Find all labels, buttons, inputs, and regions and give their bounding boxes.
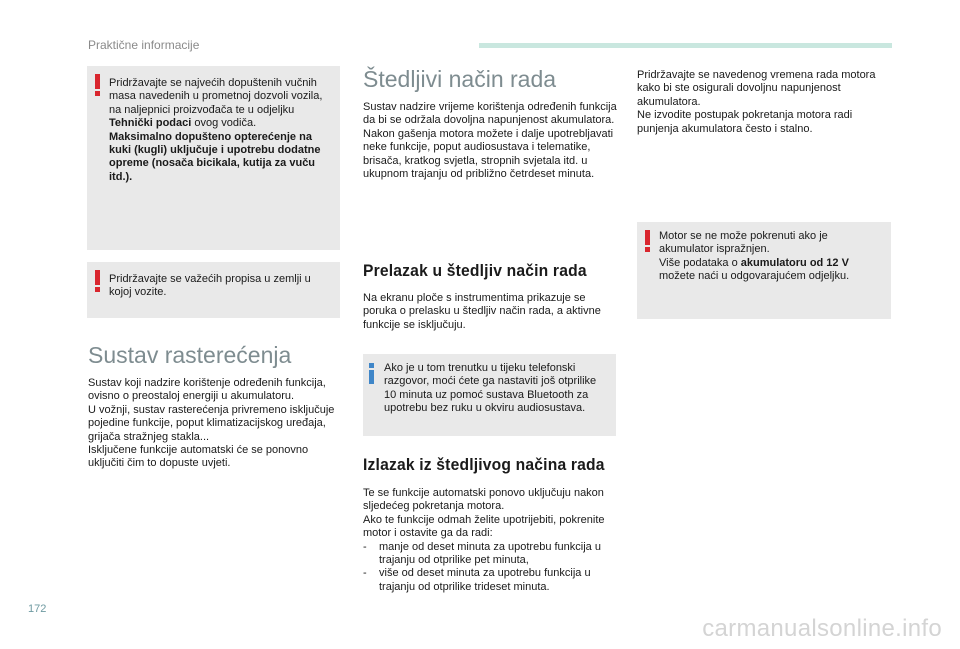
exclamation-warning-icon [95, 270, 101, 291]
page-number: 172 [28, 603, 47, 615]
info-icon [369, 363, 375, 383]
paragraph: Te se funkcije automatski ponovo uključuju nakon sljedećeg pokretanja motora. [363, 487, 604, 513]
warning-line: Motor se ne može pokrenuti ako je akumulator ispražnjen. [659, 230, 828, 256]
list-item-text: manje od deset minuta za upotrebu funkcija u trajanju od otprilike pet minuta, [379, 540, 601, 567]
warning-text-part: ovog vodiča. [191, 117, 257, 130]
paragraph: Ako te funkcije odmah želite upotrijebiti, pokrenite motor i ostavite ga da radi: [363, 513, 605, 540]
exiting-economy-mode-text [363, 487, 618, 594]
watermark: carmanualsonline.info [702, 615, 942, 642]
paragraph: Pridržavajte se navedenog vremena rada motora kako bi ste osigurali dovoljnu napunjenost akumulatora. [637, 69, 876, 108]
load-shedding-text [88, 377, 338, 471]
warning-text-part: Pridržavajte se najvećih dopuštenih vučnih masa navedenih u prometnoj dozvoli vozila, na naljepnici proizvođača te u odjeljku [109, 77, 323, 116]
warning-text-bold: Maksimalno dopušteno opterećenje na kuki (kugli) uključuje i upotrebu dodatne opreme (nosača bicikala, kutija za vuču itd.). [109, 130, 321, 183]
warning-text-part: Više podataka o [659, 256, 741, 269]
engine-run-advice-text [637, 69, 887, 136]
warning-text-emphasis: akumulatoru od 12 V [740, 256, 849, 269]
warning-text [109, 77, 334, 184]
paragraph: U vožnji, sustav rasterećenja privremeno isključuje pojedine funkcije, poput klimatizacijskog uređaja, grijača stražnjeg stakla... [88, 403, 335, 443]
list-dash: - [363, 540, 367, 553]
list-item-text: više od deset minuta za upotrebu funkcija u trajanju od otprilike trideset minuta. [379, 567, 591, 593]
paragraph: Sustav nadzire vrijeme korištenja određenih funkcija da bi se održala dovoljna napunjenost akumulatora. [363, 101, 617, 127]
exclamation-warning-icon [95, 74, 101, 95]
warning-text [659, 230, 885, 284]
list-dash: - [363, 567, 367, 580]
warning-text-part: možete naći u odgovarajućem odjeljku. [659, 270, 850, 283]
economy-mode-text [363, 101, 618, 181]
info-text: Ako je u tom trenutku u tijeku telefonski razgovor, moći ćete ga nastaviti još otprilike 10 minuta uz pomoć sustava Bluetooth za upotrebu bez ruku u okviru audiosustava. [384, 362, 597, 415]
section-title-load-shedding: Sustav rasterećenja [88, 342, 292, 368]
entering-economy-mode-text [363, 292, 613, 332]
paragraph: Isključene funkcije automatski će se ponovno uključiti čim to dopuste uvjeti. [88, 444, 309, 470]
running-header: Praktične informacije [88, 38, 200, 52]
paragraph: Ne izvodite postupak pokretanja motora radi punjenja akumulatora često i stalno. [637, 109, 853, 135]
warning-box-local-rules [87, 262, 340, 318]
list-item [363, 541, 618, 568]
warning-box-battery [637, 222, 891, 319]
subtitle-exiting-economy-mode: Izlazak iz štedljivog načina rada [363, 455, 605, 474]
info-box-phone-call [363, 354, 616, 436]
warning-text: Pridržavajte se važećih propisa u zemlji u kojoj vozite. [109, 273, 311, 299]
warning-text-emphasis: Tehnički podaci [109, 117, 192, 130]
subtitle-entering-economy-mode: Prelazak u štedljiv način rada [363, 261, 587, 280]
exclamation-warning-icon [645, 230, 651, 251]
paragraph: Sustav koji nadzire korištenje određenih funkcija, ovisno o preostaloj energiji u akumulatoru. [88, 377, 326, 403]
section-title-economy-mode: Štedljivi način rada [363, 66, 557, 92]
header-accent-line [479, 43, 892, 48]
paragraph: Na ekranu ploče s instrumentima prikazuje se poruka o prelasku u štedljiv način rada, a aktivne funkcije se isključuju. [363, 292, 601, 331]
warning-box-towing [87, 66, 340, 250]
list-item [363, 567, 618, 594]
paragraph: Nakon gašenja motora možete i dalje upotrebljavati neke funkcije, poput audiosustava i telematike, brisača, kratkog svjetla, stropnih svjetala itd. u ukupnom trajanju od približno četrdeset minuta. [363, 127, 614, 181]
